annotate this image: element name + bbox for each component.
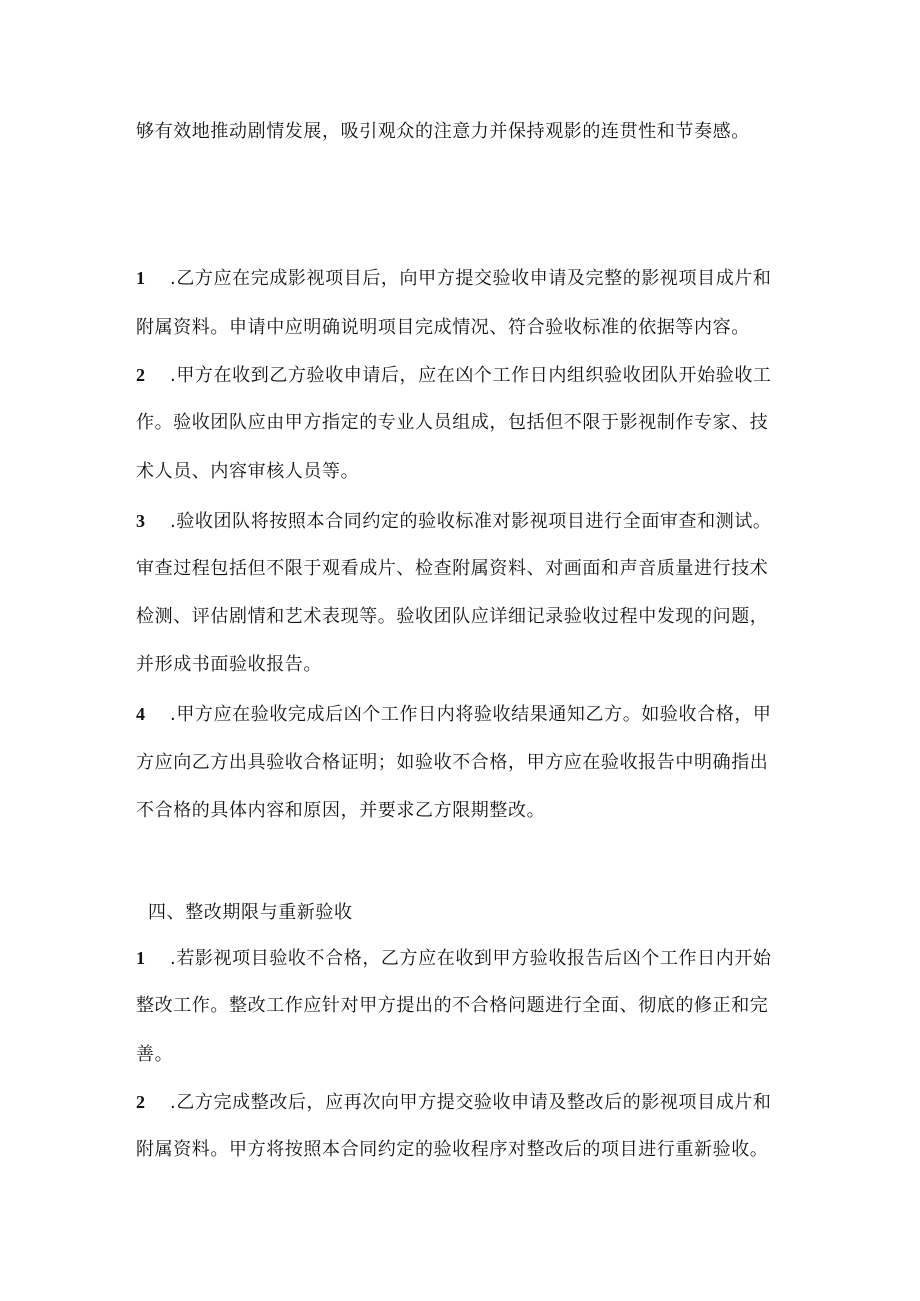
s4-item1-number: 1 (136, 948, 145, 968)
s3-item2-line1 (136, 363, 786, 388)
section4-heading: 四、整改期限与重新验收 (148, 902, 353, 923)
s4-item1-line1 (136, 946, 786, 971)
s3-item4-number: 4 (136, 704, 145, 724)
s4-item2-line2: 附属资料。甲方将按照本合同约定的验收程序对整改后的项目进行重新验收。 (136, 1139, 769, 1160)
s4-item1-line2: 整改工作。整改工作应针对甲方提出的不合格问题进行全面、彻底的修正和完 (136, 995, 769, 1016)
s3-item3-number: 3 (136, 511, 145, 531)
s4-item1-line3: 善。 (136, 1044, 174, 1065)
s3-item3-line3: 检测、评估剧情和艺术表现等。验收团队应详细记录验收过程中发现的问题， (136, 606, 769, 627)
s3-item2-number: 2 (136, 365, 145, 385)
s4-item2-text1: .乙方完成整改后，应再次向甲方提交验收申请及整改后的影视项目成片和 (170, 1092, 772, 1113)
s3-item4-text1: .甲方应在验收完成后凶个工作日内将验收结果通知乙方。如验收合格，甲 (170, 704, 772, 725)
s3-item2-line3: 术人员、内容审核人员等。 (136, 461, 360, 482)
intro-paragraph-line: 够有效地推动剧情发展，吸引观众的注意力并保持观影的连贯性和节奏感。 (136, 121, 750, 142)
s3-item3-line1 (136, 509, 786, 534)
s3-item1-line2: 附属资料。申请中应明确说明项目完成情况、符合验收标准的依据等内容。 (136, 317, 750, 338)
s3-item2-text1: .甲方在收到乙方验收申请后，应在凶个工作日内组织验收团队开始验收工 (170, 365, 772, 386)
s3-item4-line2: 方应向乙方出具验收合格证明；如验收不合格，甲方应在验收报告中明确指出 (136, 752, 769, 773)
s3-item4-line3: 不合格的具体内容和原因，并要求乙方限期整改。 (136, 800, 546, 821)
s3-item2-line2: 作。验收团队应由甲方指定的专业人员组成，包括但不限于影视制作专家、技 (136, 412, 769, 433)
s3-item3-line4: 并形成书面验收报告。 (136, 654, 322, 675)
s3-item4-line1 (136, 702, 786, 727)
s3-item1-number: 1 (136, 268, 145, 288)
s3-item1-text1: .乙方应在完成影视项目后，向甲方提交验收申请及完整的影视项目成片和 (170, 268, 772, 289)
s3-item3-text1: .验收团队将按照本合同约定的验收标准对影视项目进行全面审查和测试。 (170, 511, 772, 532)
s4-item1-text1: .若影视项目验收不合格，乙方应在收到甲方验收报告后凶个工作日内开始 (170, 948, 772, 969)
s4-item2-number: 2 (136, 1092, 145, 1112)
s3-item3-line2: 审查过程包括但不限于观看成片、检查附属资料、对画面和声音质量进行技术 (136, 558, 769, 579)
s3-item1-line1 (136, 266, 786, 291)
s4-item2-line1 (136, 1090, 786, 1115)
